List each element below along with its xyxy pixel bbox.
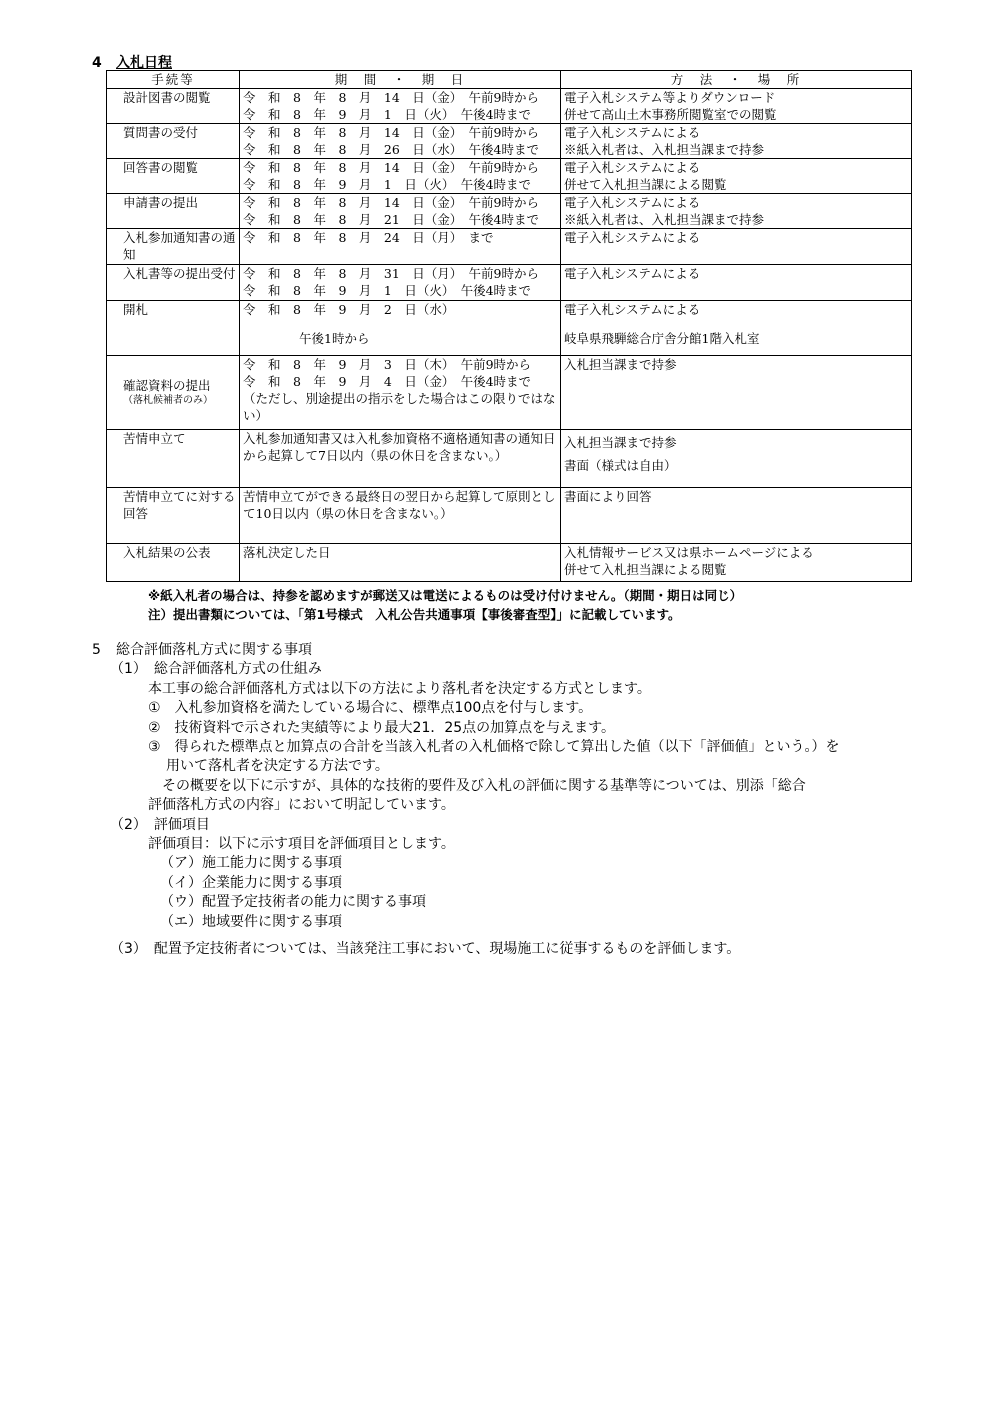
method-line: 岐阜県飛騨総合庁舎分館1階入札室 (564, 331, 760, 346)
schedule-table (106, 70, 912, 582)
step-label: 確認資料の提出 (123, 378, 211, 393)
table-row (107, 229, 912, 265)
step-cell: 回答書の閲覧 (107, 159, 240, 194)
section4-heading (92, 52, 172, 72)
list-item: ① 入札参加資格を満たしている場合に、標準点100点を付与します。 (148, 700, 593, 717)
list-item: （ア）施工能力に関する事項 (160, 855, 342, 872)
period-cell (240, 488, 561, 544)
step-cell: 入札結果の公表 (107, 544, 240, 582)
period-cell (240, 89, 561, 124)
period-cell (240, 194, 561, 229)
table-row (107, 356, 912, 430)
method-line: 併せて高山土木事務所閲覧室での閲覧 (564, 107, 777, 122)
list-item: ③ 得られた標準点と加算点の合計を当該入札者の入札価格で除して算出した値（以下「評価値」という。）を (148, 739, 840, 756)
subsection-1-label: （1） 総合評価落札方式の仕組み (110, 661, 322, 678)
step-cell (107, 356, 240, 430)
section5-number: 5 (92, 642, 101, 658)
method-line: 電子入札システムによる (564, 266, 701, 281)
method-line: 併せて入札担当課による閲覧 (564, 177, 727, 192)
method-cell (561, 229, 912, 265)
list-item: ② 技術資料で示された実績等により最大21．25点の加算点を与えます。 (148, 719, 616, 736)
step-cell: 入札書等の提出受付 (107, 265, 240, 301)
table-header-row (107, 71, 912, 89)
method-cell (561, 488, 912, 544)
table-row (107, 89, 912, 124)
period-cell (240, 124, 561, 159)
period-line: 令 和 8 年 8 月 31 日（月） 午前9時から (243, 266, 540, 281)
table-row (107, 488, 912, 544)
step-cell: 苦情申立てに対する回答 (107, 488, 240, 544)
period-cell (240, 229, 561, 265)
method-cell (561, 544, 912, 582)
method-line: ※紙入札者は、入札担当課まで持参 (564, 142, 765, 157)
step-cell: 開札 (107, 301, 240, 356)
section5 (92, 641, 912, 960)
period-line: 令 和 8 年 8 月 26 日（水） 午後4時まで (243, 142, 540, 157)
subsection-2-label: （2） 評価項目 (110, 816, 210, 833)
period-line: 令 和 8 年 8 月 14 日（金） 午前9時から (243, 125, 540, 140)
period-line: 令 和 8 年 8 月 14 日（金） 午前9時から (243, 90, 540, 105)
period-line: 苦情申立てができる最終日の翌日から起算して原則として10日以内（県の休日を含まない。） (243, 489, 556, 521)
note-documents: 注）提出書類については、「第1号様式 入札公告共通事項【事後審査型】」に記載しています。 (148, 607, 681, 622)
method-line: 電子入札システムによる (564, 195, 701, 210)
subsection-2-intro: 評価項目：以下に示す項目を評価項目とします。 (148, 836, 455, 853)
method-line: 電子入札システムによる (564, 125, 701, 140)
period-cell (240, 356, 561, 430)
period-line: 令 和 8 年 9 月 3 日（木） 午前9時から (243, 357, 532, 372)
period-line: 令 和 8 年 9 月 1 日（火） 午後4時まで (243, 177, 532, 192)
period-line: 入札参加通知書又は入札参加資格不適格通知書の通知日から起算して7日以内（県の休日を含まない。） (243, 431, 556, 463)
period-cell (240, 544, 561, 582)
period-line: 令 和 8 年 9 月 1 日（火） 午後4時まで (243, 283, 532, 298)
table-row (107, 301, 912, 356)
period-line: 令 和 8 年 9 月 2 日（水） (243, 302, 455, 317)
list-item-continued: 用いて落札者を決定する方法です。 (166, 758, 389, 775)
method-line: 入札担当課まで持参 (564, 435, 677, 450)
list-item: （イ）企業能力に関する事項 (160, 874, 342, 891)
period-line: 令 和 8 年 9 月 4 日（金） 午後4時まで (243, 374, 532, 389)
period-line: 午後1時から (299, 331, 370, 346)
method-cell (561, 356, 912, 430)
list-item: （ウ）配置予定技術者の能力に関する事項 (160, 894, 426, 911)
method-line: 入札情報サービス又は県ホームページによる (564, 545, 814, 560)
header-period: 期 間 ・ 期 日 (240, 71, 561, 89)
subsection-1-intro: 本工事の総合評価落札方式は以下の方法により落札者を決定する方式とします。 (148, 680, 651, 697)
method-line: 書面（様式は自由） (564, 458, 677, 473)
period-line: 令 和 8 年 8 月 24 日（月） まで (243, 230, 494, 245)
method-line: 電子入札システムによる (564, 160, 701, 175)
header-method: 方 法 ・ 場 所 (561, 71, 912, 89)
method-line: ※紙入札者は、入札担当課まで持参 (564, 212, 765, 227)
section4-title: 入札日程 (116, 55, 172, 71)
method-cell (561, 194, 912, 229)
period-line: 令 和 8 年 8 月 21 日（金） 午後4時まで (243, 212, 540, 227)
period-cell (240, 265, 561, 301)
period-cell (240, 430, 561, 488)
section4-number: 4 (92, 55, 102, 71)
method-cell (561, 124, 912, 159)
method-line: 電子入札システムによる (564, 302, 701, 317)
step-cell: 申請書の提出 (107, 194, 240, 229)
method-cell (561, 265, 912, 301)
period-line: 令 和 8 年 8 月 14 日（金） 午前9時から (243, 195, 540, 210)
method-line: 電子入札システム等よりダウンロード (564, 90, 776, 105)
period-cell (240, 301, 561, 356)
method-line: 電子入札システムによる (564, 230, 701, 245)
method-line: 書面により回答 (564, 489, 652, 504)
period-line: 令 和 8 年 9 月 1 日（火） 午後4時まで (243, 107, 532, 122)
table-row (107, 159, 912, 194)
step-cell: 入札参加通知書の通知 (107, 229, 240, 265)
period-line: 令 和 8 年 8 月 14 日（金） 午前9時から (243, 160, 540, 175)
subsection-3-label: （3） 配置予定技術者については、当該発注工事において、現場施工に従事するものを評価します。 (110, 941, 741, 958)
header-step: 手続等 (107, 71, 240, 89)
note-paper-bid: ※紙入札者の場合は、持参を認めますが郵送又は電送によるものは受け付けません。（期間・期日は同じ） (148, 588, 743, 603)
section5-title: 総合評価落札方式に関する事項 (116, 642, 312, 658)
method-line: 併せて入札担当課による閲覧 (564, 562, 727, 577)
method-cell (561, 159, 912, 194)
step-cell: 質問書の受付 (107, 124, 240, 159)
step-note: （落札候補者のみ） (123, 395, 213, 406)
method-cell (561, 430, 912, 488)
list-item: （エ）地域要件に関する事項 (160, 913, 342, 930)
section5-heading (92, 641, 912, 660)
method-cell (561, 89, 912, 124)
paragraph-line: その概要を以下に示すが、具体的な技術的要件及び入札の評価に関する基準等については、別添「総合 (148, 777, 806, 794)
table-row (107, 544, 912, 582)
step-cell: 苦情申立て (107, 430, 240, 488)
table-row (107, 430, 912, 488)
method-cell (561, 301, 912, 356)
period-cell (240, 159, 561, 194)
step-cell: 設計図書の閲覧 (107, 89, 240, 124)
table-row (107, 194, 912, 229)
period-line: 落札決定した日 (243, 545, 331, 560)
table-row (107, 124, 912, 159)
method-line: 入札担当課まで持参 (564, 357, 677, 372)
table-row (107, 265, 912, 301)
period-line: （ただし、別途提出の指示をした場合はこの限りではない） (243, 391, 556, 423)
paragraph-line: 評価落札方式の内容」において明記しています。 (148, 797, 455, 814)
